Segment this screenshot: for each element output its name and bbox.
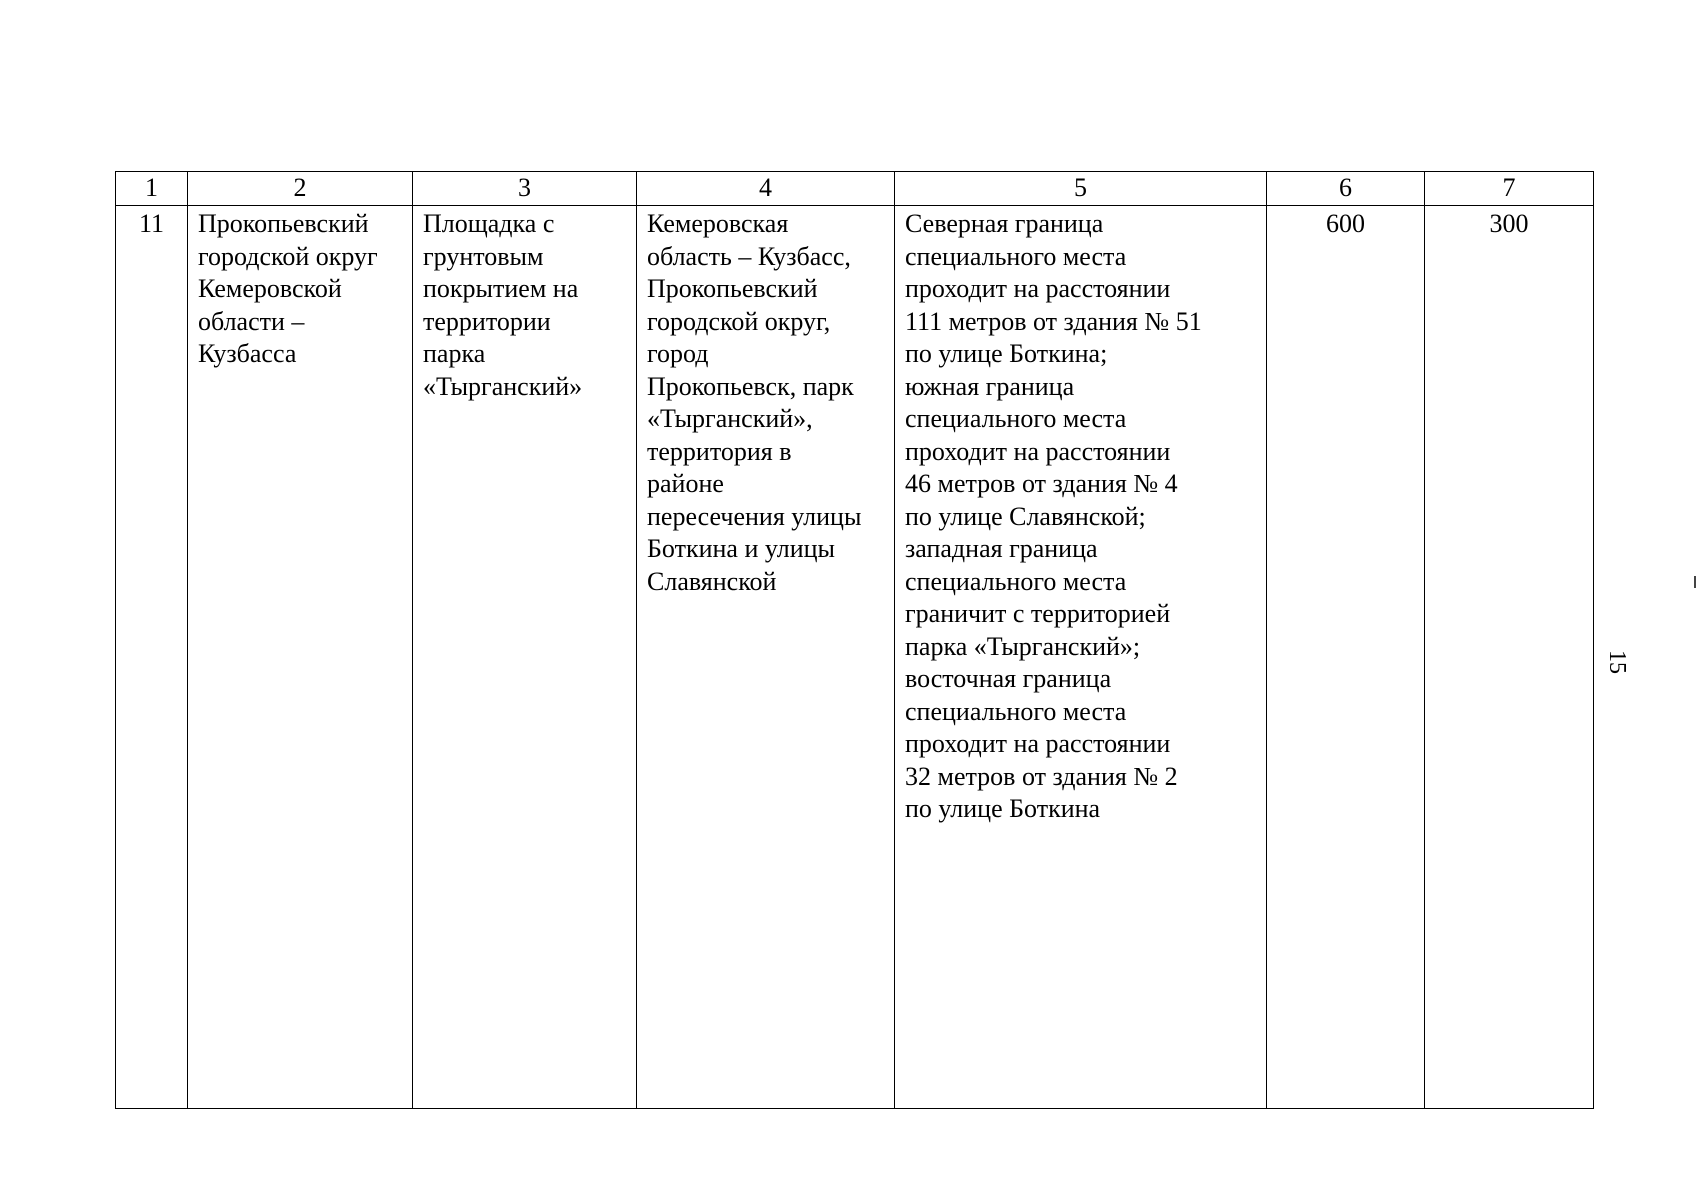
value-6-cell: 600 (1267, 206, 1425, 1109)
cell-line: граничит с территорией (905, 599, 1171, 628)
cell-line: по улице Боткина; (905, 339, 1108, 368)
place-cell (413, 206, 637, 1109)
cell-line: 32 метров от здания № 2 (905, 761, 1178, 791)
cell-line: территории (423, 306, 551, 336)
cell-line: проходит на расстоянии (905, 436, 1171, 466)
row-number-cell: 11 (116, 206, 188, 1109)
cell-line: Прокопьевский (647, 274, 818, 303)
column-number: 3 (413, 172, 637, 206)
cell-line: районе (647, 469, 724, 498)
edge-mark (1694, 576, 1696, 588)
cell-line: специального места (905, 566, 1127, 596)
cell-line: пересечения улицы (647, 501, 862, 531)
municipality-cell (188, 206, 413, 1109)
table-row (116, 206, 1594, 1109)
cell-line: специального места (905, 241, 1127, 271)
borders-cell (895, 206, 1267, 1109)
column-number: 7 (1425, 172, 1594, 206)
cell-line: «Тырганский» (423, 371, 583, 401)
cell-line: Славянской (647, 566, 777, 596)
cell-line: Боткина и улицы (647, 534, 835, 563)
cell-line: территория в (647, 436, 792, 466)
cell-line: проходит на расстоянии (905, 729, 1171, 758)
cell-line: Прокопьевский (198, 209, 369, 238)
cell-line: восточная граница (905, 664, 1112, 693)
cell-line: «Тырганский», (647, 404, 813, 433)
cell-line: грунтовым (423, 241, 544, 271)
cell-line: Площадка с (423, 209, 555, 238)
cell-line: Кемеровская (647, 209, 789, 238)
column-number-row (116, 172, 1594, 206)
cell-line: области – (198, 306, 305, 336)
cell-line: город (647, 339, 709, 368)
cell-line: городской округ (198, 241, 378, 271)
special-places-table (115, 171, 1594, 1109)
cell-line: проходит на расстоянии (905, 274, 1171, 303)
cell-line: специального места (905, 404, 1127, 433)
cell-line: западная граница (905, 534, 1098, 563)
address-cell (637, 206, 895, 1109)
column-number: 5 (895, 172, 1267, 206)
value-7-cell: 300 (1425, 206, 1594, 1109)
cell-line: по улице Славянской; (905, 501, 1146, 531)
cell-line: покрытием на (423, 274, 579, 303)
column-number: 6 (1267, 172, 1425, 206)
cell-line: по улице Боткина (905, 794, 1101, 823)
page-number: 15 (1604, 650, 1630, 674)
column-number: 4 (637, 172, 895, 206)
column-number: 1 (116, 172, 188, 206)
column-number: 2 (188, 172, 413, 206)
cell-line: городской округ, (647, 306, 831, 336)
cell-line: Прокопьевск, парк (647, 371, 854, 401)
cell-line: Северная граница (905, 209, 1104, 238)
cell-line: 46 метров от здания № 4 (905, 469, 1178, 498)
cell-line: Кузбасса (198, 339, 297, 368)
cell-line: парка «Тырганский»; (905, 631, 1141, 661)
cell-line: специального места (905, 696, 1127, 726)
cell-line: область – Кузбасс, (647, 241, 851, 271)
cell-line: южная граница (905, 371, 1075, 401)
cell-line: парка (423, 339, 486, 368)
cell-line: 111 метров от здания № 51 (905, 306, 1202, 336)
cell-line: Кемеровской (198, 274, 342, 303)
